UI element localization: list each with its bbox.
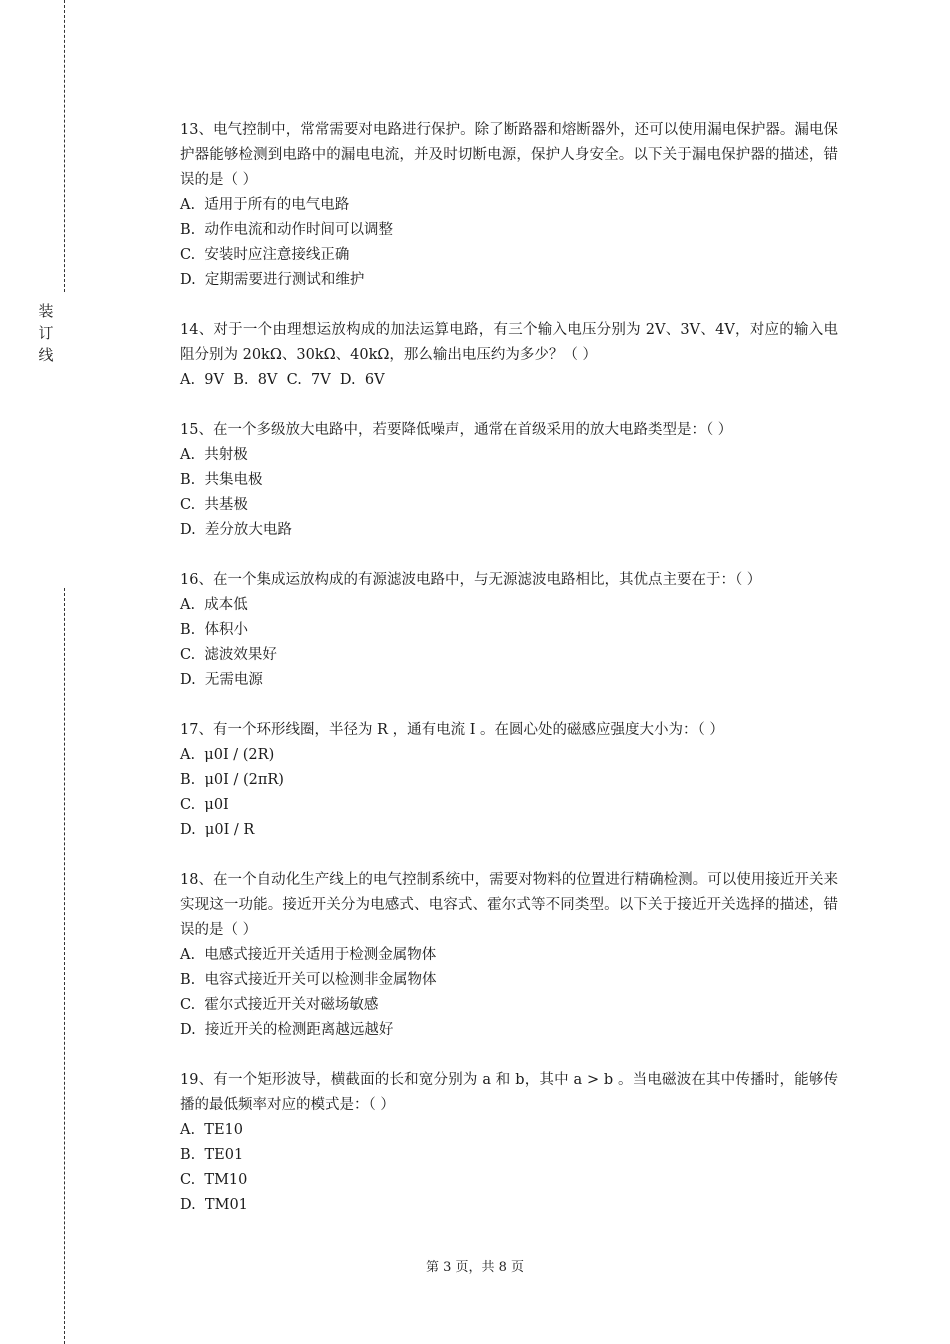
option-b: B. 体积小 bbox=[180, 622, 248, 638]
option-d: D. 定期需要进行测试和维护 bbox=[180, 272, 365, 288]
question-13 bbox=[180, 118, 838, 293]
question-stem: 15、在一个多级放大电路中，若要降低噪声，通常在首级采用的放大电路类型是：（ ） bbox=[180, 422, 733, 438]
binding-line-top bbox=[64, 0, 65, 292]
question-16 bbox=[180, 568, 838, 693]
question-19 bbox=[180, 1068, 838, 1218]
option-a: A. TE10 bbox=[180, 1122, 244, 1138]
option-d: D. 无需电源 bbox=[180, 672, 263, 688]
question-stem: 18、在一个自动化生产线上的电气控制系统中，需要对物料的位置进行精确检测。可以使用接近开关来实现这一功能。接近开关分为电感式、电容式、霍尔式等不同类型。以下关于接近开关选择的描述，错误的是（ ） bbox=[180, 872, 838, 938]
option-a: A. 电感式接近开关适用于检测金属物体 bbox=[180, 947, 437, 963]
question-list bbox=[180, 118, 838, 1243]
option-d: D. 接近开关的检测距离越远越好 bbox=[180, 1022, 394, 1038]
question-15 bbox=[180, 418, 838, 543]
option-d: D. 差分放大电路 bbox=[180, 522, 292, 538]
option-b: B. 电容式接近开关可以检测非金属物体 bbox=[180, 972, 437, 988]
option-b: B. μ0I / (2πR) bbox=[180, 772, 284, 788]
question-stem: 16、在一个集成运放构成的有源滤波电路中，与无源滤波电路相比，其优点主要在于：（ ） bbox=[180, 572, 762, 588]
question-stem: 13、电气控制中，常常需要对电路进行保护。除了断路器和熔断器外，还可以使用漏电保护器。漏电保护器能够检测到电路中的漏电电流，并及时切断电源，保护人身安全。以下关于漏电保护器的描述，错误的是（ ） bbox=[180, 122, 838, 188]
binding-char: 订 bbox=[38, 324, 54, 342]
option-c: C. 共基极 bbox=[180, 497, 248, 513]
question-stem: 19、有一个矩形波导，横截面的长和宽分别为 a 和 b，其中 a > b 。当电磁波在其中传播时，能够传播的最低频率对应的模式是：（ ） bbox=[180, 1072, 838, 1113]
option-d: D. μ0I / R bbox=[180, 822, 255, 838]
option-c: C. 滤波效果好 bbox=[180, 647, 277, 663]
question-18 bbox=[180, 868, 838, 1043]
binding-line-bottom bbox=[64, 588, 65, 1344]
option-b: B. TE01 bbox=[180, 1147, 244, 1163]
option-a: A. 成本低 bbox=[180, 597, 248, 613]
page-number: 第 3 页，共 8 页 bbox=[425, 1260, 525, 1275]
question-stem: 14、对于一个由理想运放构成的加法运算电路，有三个输入电压分别为 2V、3V、4V，对应的输入电阻分别为 20kΩ、30kΩ、40kΩ，那么输出电压约为多少？（ ） bbox=[180, 322, 838, 363]
binding-char: 装 bbox=[38, 302, 54, 320]
option-d: D. TM01 bbox=[180, 1197, 248, 1213]
option-c: C. μ0I bbox=[180, 797, 229, 813]
option-b: B. 共集电极 bbox=[180, 472, 263, 488]
question-stem: 17、有一个环形线圈，半径为 R ，通有电流 I 。在圆心处的磁感应强度大小为：（ ） bbox=[180, 722, 724, 738]
option-c: C. 安装时应注意接线正确 bbox=[180, 247, 350, 263]
option-a: A. 适用于所有的电气电路 bbox=[180, 197, 350, 213]
option-a: A. 共射极 bbox=[180, 447, 248, 463]
option-b: B. 动作电流和动作时间可以调整 bbox=[180, 222, 393, 238]
question-17 bbox=[180, 718, 838, 843]
question-14 bbox=[180, 318, 838, 393]
options-inline: A. 9V B. 8V C. 7V D. 6V bbox=[180, 372, 385, 388]
binding-label bbox=[34, 300, 58, 366]
option-c: C. 霍尔式接近开关对磁场敏感 bbox=[180, 997, 379, 1013]
option-a: A. μ0I / (2R) bbox=[180, 747, 275, 763]
binding-char: 线 bbox=[38, 346, 54, 364]
option-c: C. TM10 bbox=[180, 1172, 248, 1188]
